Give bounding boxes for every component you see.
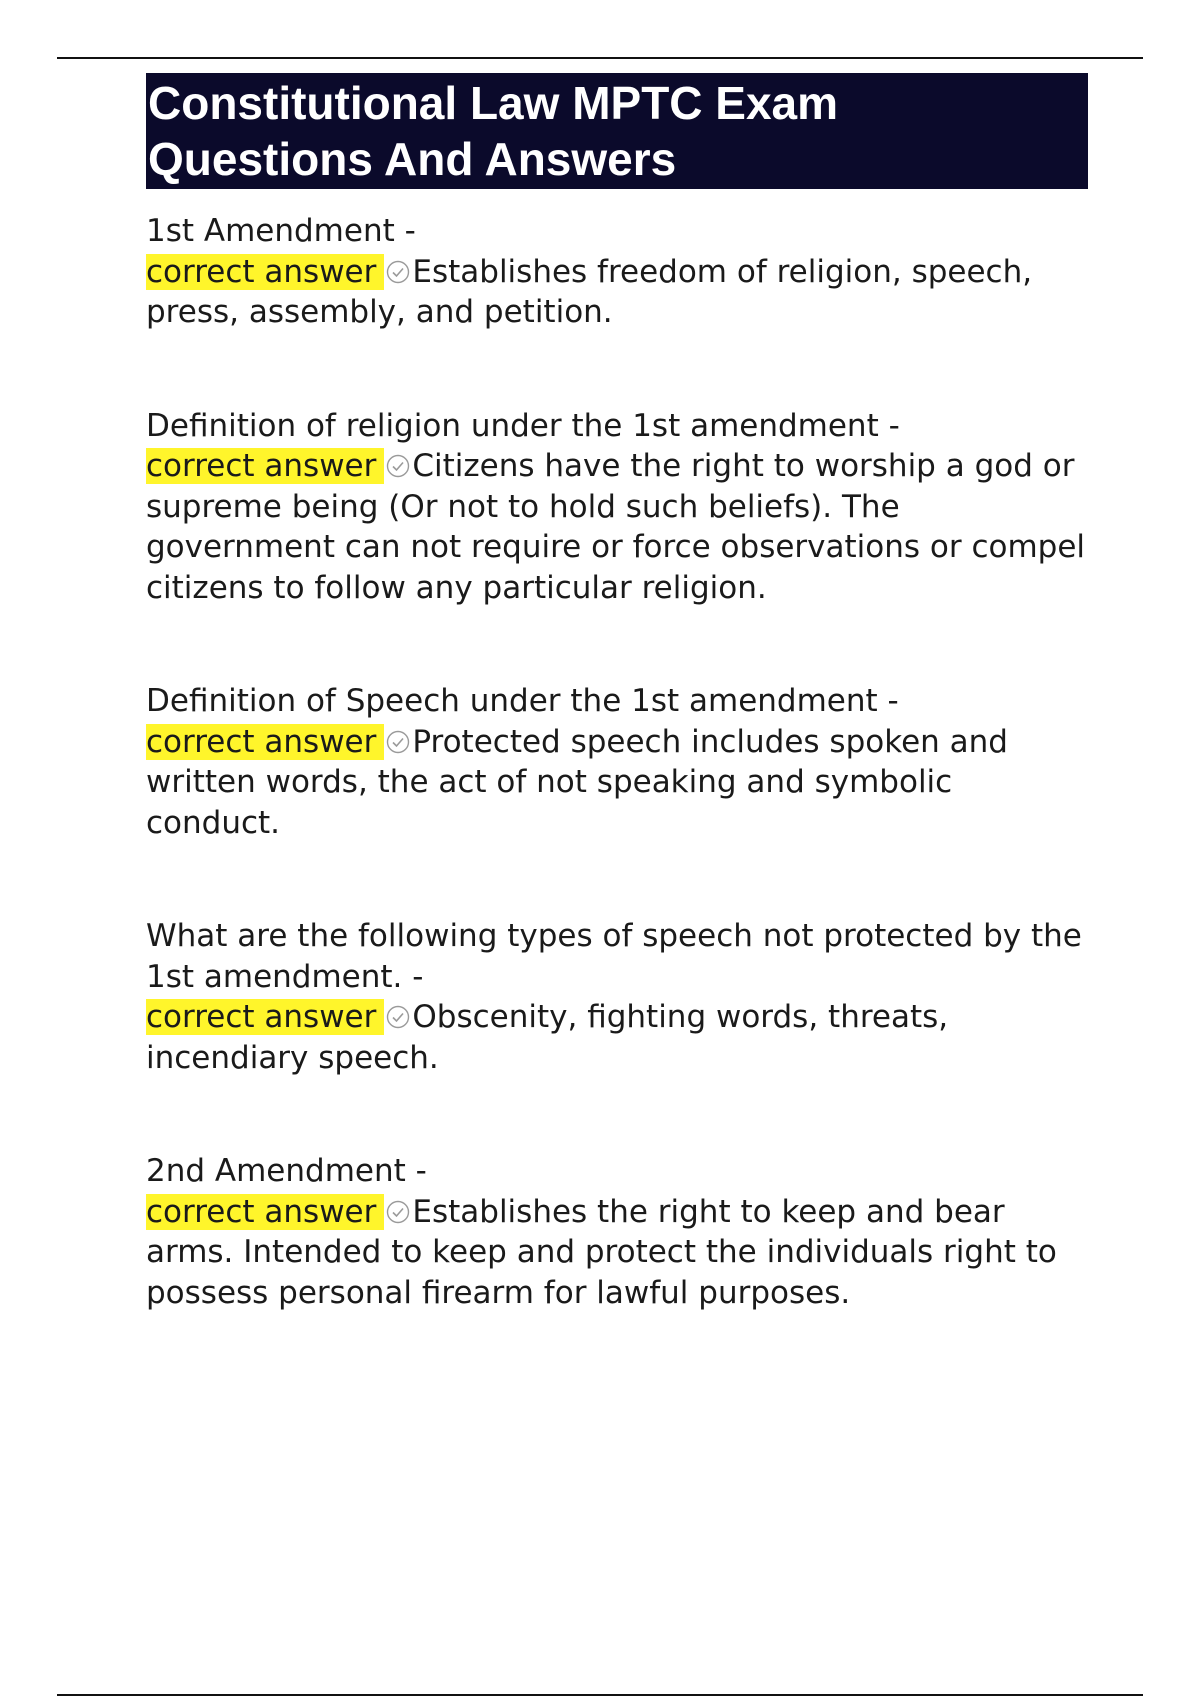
correct-answer-marker: correct answer — [146, 448, 384, 484]
question-text: What are the following types of speech not protected by the 1st amendment. - — [146, 918, 1082, 995]
correct-answer-marker: correct answer — [146, 999, 384, 1035]
document-body — [146, 73, 1088, 1386]
correct-answer-marker: correct answer — [146, 254, 384, 290]
qa-item — [146, 1151, 1088, 1313]
check-circle-icon — [386, 730, 410, 754]
question-text: Definition of Speech under the 1st amendment - — [146, 683, 899, 719]
title-line-2: Questions And Answers — [148, 133, 677, 185]
title-line-1: Constitutional Law MPTC Exam — [148, 77, 839, 129]
check-circle-icon — [386, 1200, 410, 1224]
question-text: 2nd Amendment - — [146, 1153, 427, 1189]
answer-text: Establishes freedom of religion, speech, press, assembly, and petition. — [146, 253, 1033, 330]
answer-text: Establishes the right to keep and bear arms. Intended to keep and protect the individuals right to possess personal firearm for lawful purposes. — [146, 1193, 1057, 1311]
check-circle-icon — [386, 1005, 410, 1029]
qa-item — [146, 916, 1088, 1078]
question-text: 1st Amendment - — [146, 213, 416, 249]
top-rule — [57, 57, 1143, 59]
check-circle-icon — [386, 260, 410, 284]
document-title — [148, 75, 1084, 187]
answer-text: Protected speech includes spoken and written words, the act of not speaking and symbolic conduct. — [146, 723, 1008, 841]
correct-answer-marker: correct answer — [146, 1194, 384, 1230]
title-banner — [146, 73, 1088, 189]
question-text: Definition of religion under the 1st amendment - — [146, 407, 900, 444]
bottom-rule — [57, 1694, 1143, 1696]
qa-item — [146, 406, 1088, 609]
answer-text: Obscenity, fighting words, threats, incendiary speech. — [146, 999, 949, 1076]
qa-item — [146, 211, 1088, 333]
qa-item — [146, 681, 1088, 843]
correct-answer-marker: correct answer — [146, 724, 384, 760]
answer-text: Citizens have the right to worship a god or supreme being (Or not to hold such beliefs). The government can not require or force observations or compel citizens to follow any particular religion. — [146, 448, 1086, 606]
check-circle-icon — [386, 454, 410, 478]
